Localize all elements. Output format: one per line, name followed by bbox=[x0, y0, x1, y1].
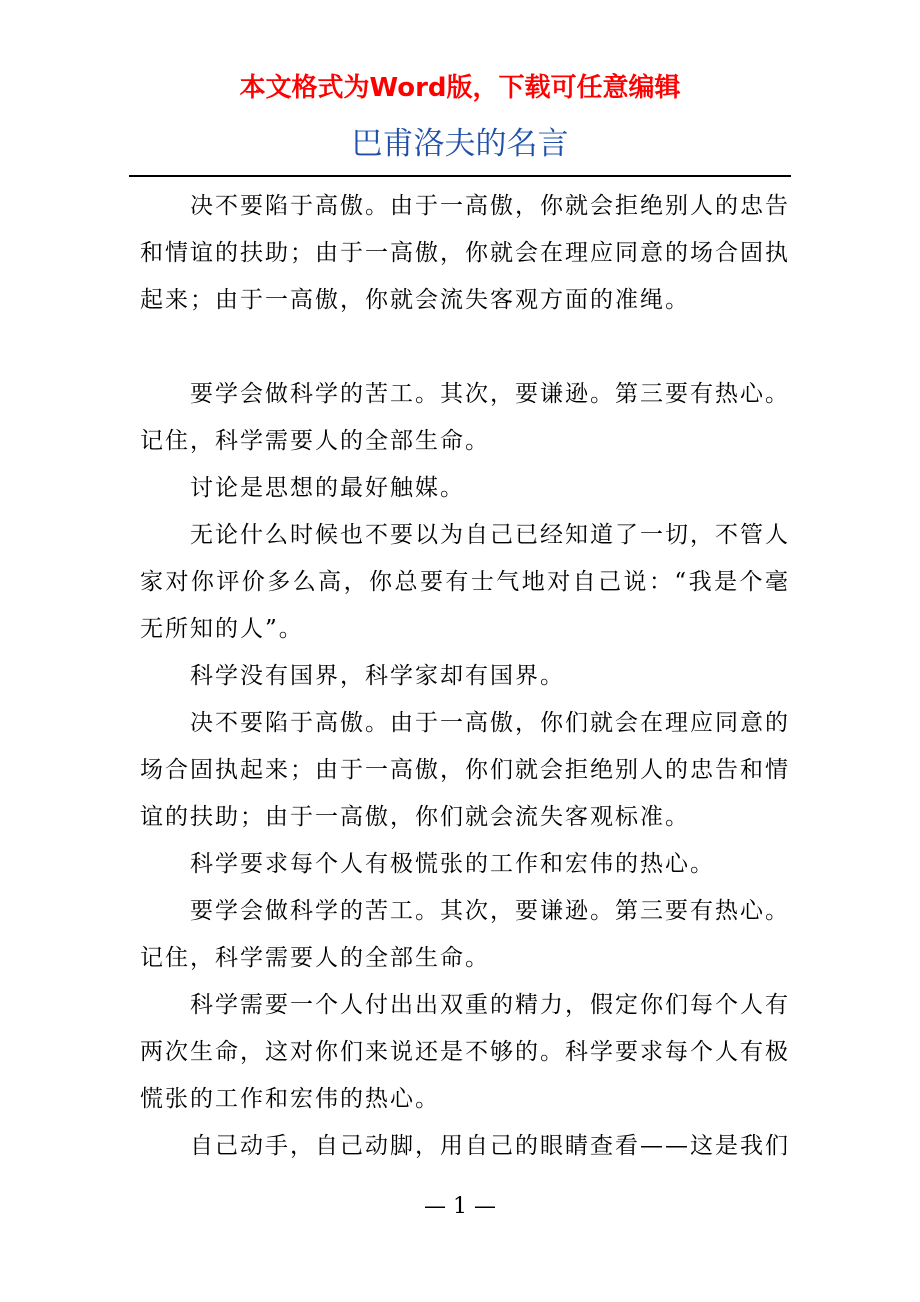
document-body bbox=[140, 183, 790, 1170]
quote-paragraph-10: 自己动手，自己动脚，用自己的眼睛查看——这是我们 bbox=[190, 1133, 790, 1159]
quote-paragraph-5: 科学没有国界，科学家却有国界。 bbox=[190, 663, 565, 689]
quote-paragraph-6: 决不要陷于高傲。由于一高傲，你们就会在理应同意的场合固执起来；由于一高傲，你们就会拒绝别人的忠告和情谊的扶助；由于一高傲，你们就会流失客观标准。 bbox=[140, 710, 790, 830]
quote-paragraph-4: 无论什么时候也不要以为自己已经知道了一切，不管人家对你评价多么高，你总要有士气地对自己说：“我是个毫无所知的人”。 bbox=[140, 522, 790, 642]
quote-paragraph-2: 要学会做科学的苦工。其次，要谦逊。第三要有热心。记住，科学需要人的全部生命。 bbox=[140, 381, 790, 454]
format-notice-banner: 本文格式为Word版，下载可任意编辑 bbox=[239, 73, 681, 103]
quote-paragraph-7: 科学要求每个人有极慌张的工作和宏伟的热心。 bbox=[190, 851, 715, 877]
quote-paragraph-3: 讨论是思想的最好触媒。 bbox=[190, 475, 465, 501]
page-title: 巴甫洛夫的名言 bbox=[351, 126, 569, 162]
quote-paragraph-8: 要学会做科学的苦工。其次，要谦逊。第三要有热心。记住，科学需要人的全部生命。 bbox=[140, 898, 790, 971]
title-divider bbox=[129, 175, 791, 177]
quote-paragraph-1: 决不要陷于高傲。由于一高傲，你就会拒绝别人的忠告和情谊的扶助；由于一高傲，你就会在理应同意的场合固执起来；由于一高傲，你就会流失客观方面的准绳。 bbox=[140, 193, 790, 313]
quote-paragraph-9: 科学需要一个人付出出双重的精力，假定你们每个人有两次生命，这对你们来说还是不够的。科学要求每个人有极慌张的工作和宏伟的热心。 bbox=[140, 992, 790, 1112]
page-number: — 1 — bbox=[424, 1194, 496, 1219]
paragraph-gap bbox=[140, 324, 790, 371]
